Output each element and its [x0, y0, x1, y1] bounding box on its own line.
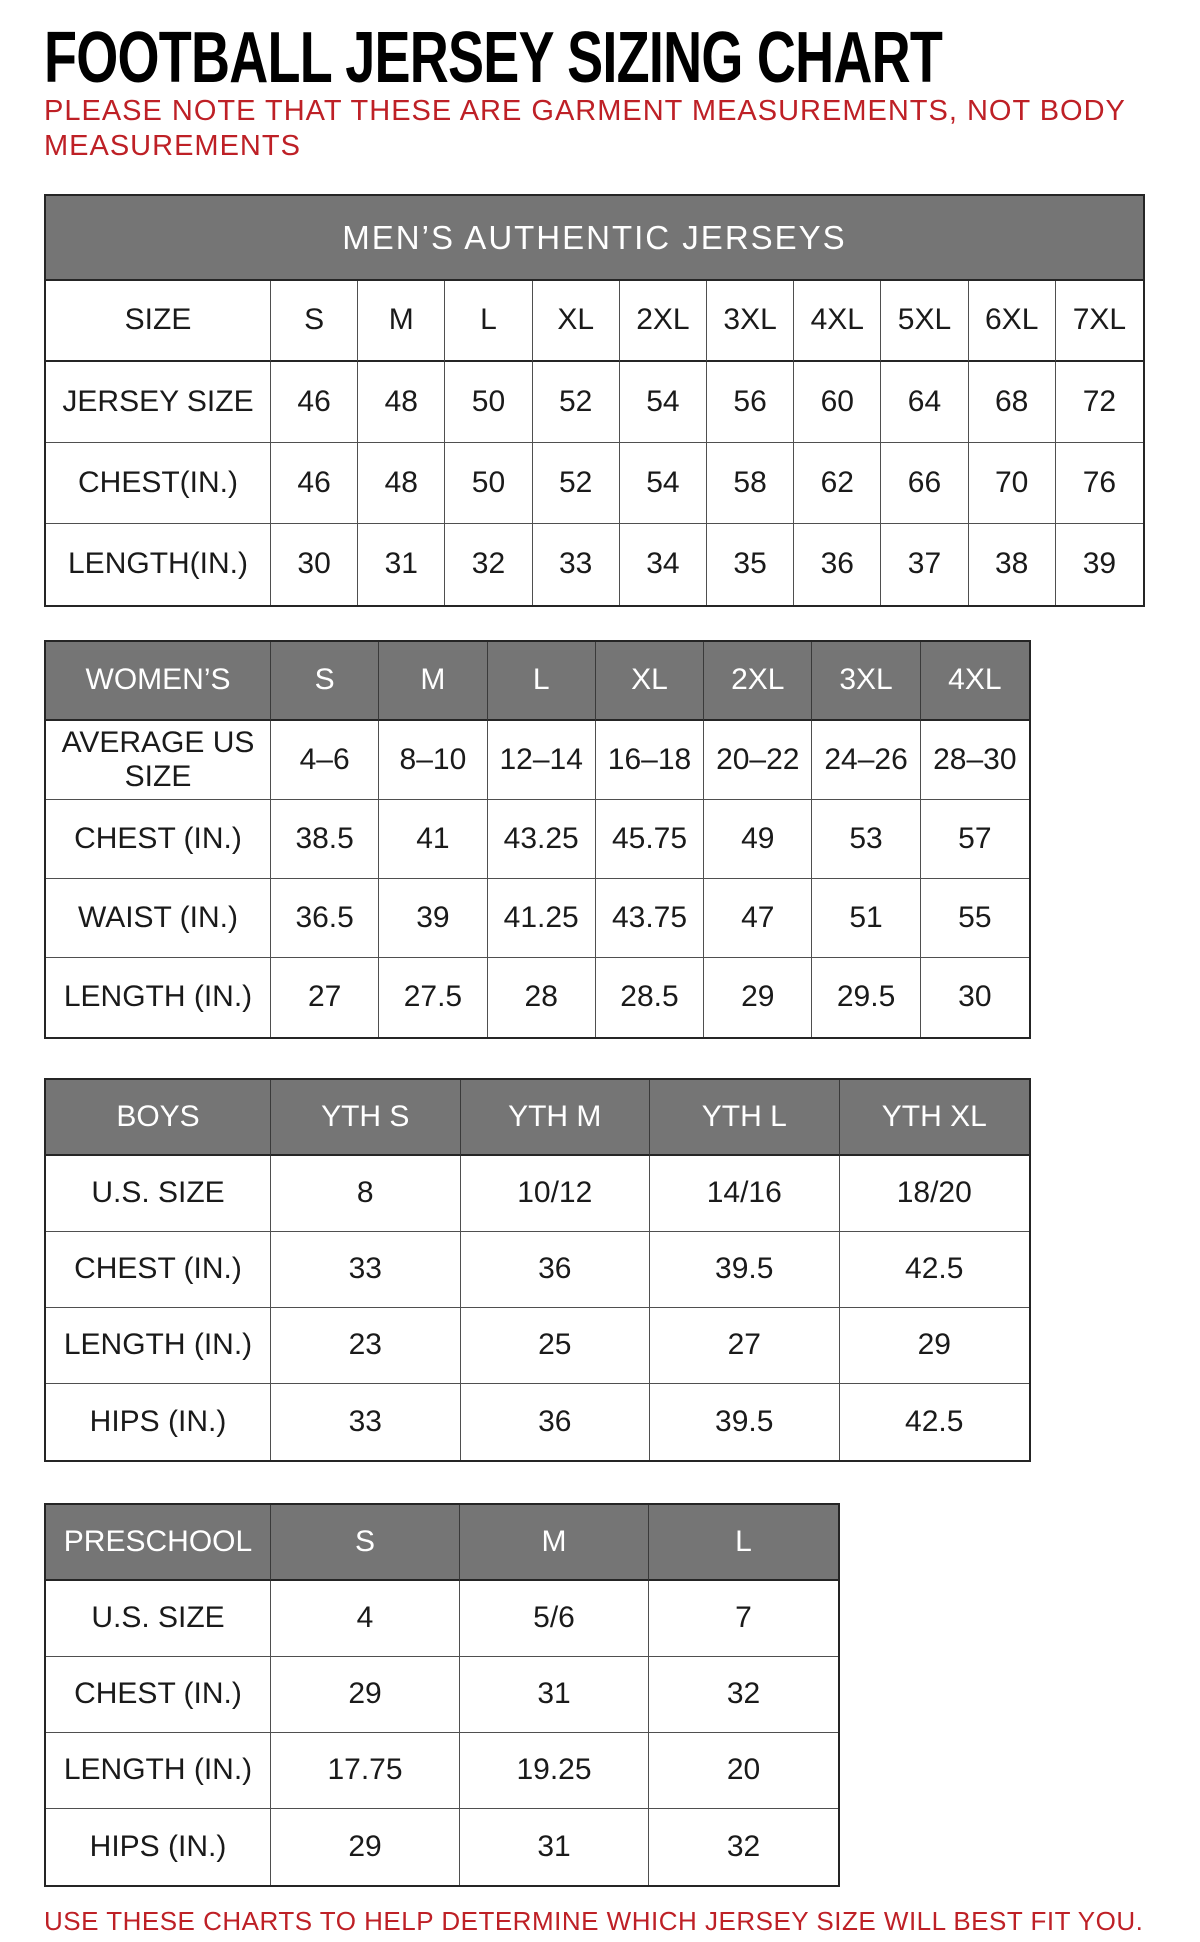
womens-value-cell: 29	[704, 958, 812, 1037]
mens-column-header: 6XL	[969, 281, 1056, 362]
boys-row-label: CHEST (IN.)	[46, 1232, 271, 1308]
boys-value-cell: 33	[271, 1232, 461, 1308]
womens-table	[44, 640, 1031, 1039]
womens-value-cell: 55	[921, 879, 1029, 958]
womens-value-cell: 29.5	[812, 958, 920, 1037]
boys-value-cell: 36	[461, 1384, 651, 1460]
womens-value-cell: 38.5	[271, 800, 379, 879]
womens-column-header: M	[379, 642, 487, 721]
womens-value-cell: 36.5	[271, 879, 379, 958]
mens-column-header: XL	[533, 281, 620, 362]
womens-column-header: L	[488, 642, 596, 721]
mens-row-label: CHEST(IN.)	[46, 443, 271, 524]
page-title: FOOTBALL JERSEY SIZING CHART	[44, 18, 943, 98]
boys-row-label: HIPS (IN.)	[46, 1384, 271, 1460]
preschool-row-label: U.S. SIZE	[46, 1581, 271, 1657]
womens-value-cell: 30	[958, 980, 992, 1014]
preschool-value-cell: 29	[271, 1809, 460, 1885]
boys-value-cell: 8	[271, 1156, 461, 1232]
boys-row-label: LENGTH (IN.)	[46, 1308, 271, 1384]
mens-column-header: 4XL	[794, 281, 881, 362]
boys-value-cell: 10/12	[461, 1156, 651, 1232]
preschool-row-label: LENGTH (IN.)	[46, 1733, 271, 1809]
womens-value-cell: 47	[704, 879, 812, 958]
womens-value-cell: 28–30	[921, 721, 1029, 800]
mens-value-cell: 48	[358, 443, 445, 524]
preschool-value-cell: 29	[271, 1657, 460, 1733]
mens-value-cell: 30	[271, 524, 358, 605]
preschool-value-cell: 4	[271, 1581, 460, 1657]
womens-value-cell: 24–26	[812, 721, 920, 800]
mens-row-label: LENGTH(IN.)	[46, 524, 271, 605]
boys-value-cell: 29	[840, 1308, 1030, 1384]
boys-value-cell: 18/20	[840, 1156, 1030, 1232]
womens-row-label: AVERAGE US SIZE	[46, 721, 271, 800]
boys-value-cell: 36	[461, 1232, 651, 1308]
mens-value-cell: 38	[969, 524, 1056, 605]
womens-value-cell: 43.75	[596, 879, 704, 958]
preschool-value-cell: 31	[460, 1809, 649, 1885]
womens-value-cell: 49	[704, 800, 812, 879]
mens-column-header: 5XL	[881, 281, 968, 362]
preschool-row-label: HIPS (IN.)	[46, 1809, 271, 1885]
preschool-column-header: M	[460, 1505, 649, 1581]
mens-value-cell: 32	[445, 524, 532, 605]
womens-value-cell: 27	[271, 958, 379, 1037]
boys-value-cell: 25	[461, 1308, 651, 1384]
boys-value-cell: 27	[650, 1308, 840, 1384]
womens-value-cell: 51	[812, 879, 920, 958]
womens-column-header: 3XL	[812, 642, 920, 721]
boys-column-header: YTH M	[461, 1080, 651, 1156]
mens-value-cell: 37	[881, 524, 968, 605]
mens-banner: MEN’S AUTHENTIC JERSEYS	[46, 196, 1143, 281]
womens-value-cell: 57	[921, 800, 1029, 879]
mens-value-cell: 54	[620, 362, 707, 443]
preschool-value-cell: 31	[460, 1657, 649, 1733]
mens-value-cell: 52	[533, 362, 620, 443]
womens-value-cell: 8–10	[379, 721, 487, 800]
preschool-table	[44, 1503, 840, 1887]
mens-value-cell: 48	[358, 362, 445, 443]
boys-column-header: YTH L	[650, 1080, 840, 1156]
boys-table	[44, 1078, 1031, 1462]
preschool-value-cell: 17.75	[271, 1733, 460, 1809]
boys-value-cell: 42.5	[905, 1404, 964, 1438]
boys-value-cell: 33	[271, 1384, 461, 1460]
womens-value-cell: 27.5	[379, 958, 487, 1037]
mens-column-header: 2XL	[620, 281, 707, 362]
womens-value-cell: 53	[812, 800, 920, 879]
garment-measurements-note: PLEASE NOTE THAT THESE ARE GARMENT MEASUREMENTS, NOT BODY MEASUREMENTS	[44, 95, 1126, 162]
womens-header-label: WOMEN’S	[46, 642, 271, 721]
mens-value-cell: 50	[445, 443, 532, 524]
mens-column-header: S	[271, 281, 358, 362]
mens-value-cell: 70	[969, 443, 1056, 524]
womens-row-label: WAIST (IN.)	[46, 879, 271, 958]
preschool-row-label: CHEST (IN.)	[46, 1657, 271, 1733]
womens-value-cell: 16–18	[596, 721, 704, 800]
mens-value-cell: 31	[358, 524, 445, 605]
fit-advice-note: USE THESE CHARTS TO HELP DETERMINE WHICH JERSEY SIZE WILL BEST FIT YOU.	[44, 1906, 1144, 1936]
preschool-column-header: L	[649, 1505, 838, 1581]
mens-value-cell: 34	[620, 524, 707, 605]
womens-row-label: LENGTH (IN.)	[46, 958, 271, 1037]
mens-value-cell: 58	[707, 443, 794, 524]
womens-value-cell: 41	[379, 800, 487, 879]
mens-value-cell: 39	[1082, 547, 1117, 581]
boys-value-cell: 14/16	[650, 1156, 840, 1232]
mens-value-cell: 76	[1056, 443, 1143, 524]
preschool-value-cell: 5/6	[460, 1581, 649, 1657]
boys-value-cell: 23	[271, 1308, 461, 1384]
womens-column-header: 2XL	[704, 642, 812, 721]
mens-value-cell: 54	[620, 443, 707, 524]
boys-value-cell: 39.5	[650, 1384, 840, 1460]
womens-value-cell: 45.75	[596, 800, 704, 879]
womens-value-cell: 28.5	[596, 958, 704, 1037]
mens-value-cell: 72	[1056, 362, 1143, 443]
womens-value-cell: 41.25	[488, 879, 596, 958]
womens-value-cell: 43.25	[488, 800, 596, 879]
mens-value-cell: 33	[533, 524, 620, 605]
boys-value-cell: 42.5	[840, 1232, 1030, 1308]
preschool-value-cell: 19.25	[460, 1733, 649, 1809]
womens-value-cell: 39	[379, 879, 487, 958]
mens-value-cell: 36	[794, 524, 881, 605]
preschool-value-cell: 20	[649, 1733, 838, 1809]
mens-header-label: SIZE	[46, 281, 271, 362]
mens-value-cell: 66	[881, 443, 968, 524]
mens-value-cell: 35	[707, 524, 794, 605]
mens-column-header: 3XL	[707, 281, 794, 362]
mens-value-cell: 52	[533, 443, 620, 524]
mens-value-cell: 62	[794, 443, 881, 524]
mens-value-cell: 46	[271, 362, 358, 443]
preschool-value-cell: 32	[726, 1829, 761, 1863]
womens-column-header: S	[271, 642, 379, 721]
preschool-value-cell: 32	[649, 1657, 838, 1733]
mens-value-cell: 46	[271, 443, 358, 524]
boys-value-cell: 39.5	[650, 1232, 840, 1308]
mens-value-cell: 50	[445, 362, 532, 443]
boys-column-header: YTH S	[271, 1080, 461, 1156]
mens-value-cell: 60	[794, 362, 881, 443]
mens-value-cell: 68	[969, 362, 1056, 443]
womens-row-label: CHEST (IN.)	[46, 800, 271, 879]
mens-value-cell: 56	[707, 362, 794, 443]
mens-row-label: JERSEY SIZE	[46, 362, 271, 443]
womens-column-header: 4XL	[921, 642, 1029, 721]
boys-column-header: YTH XL	[840, 1080, 1030, 1156]
preschool-column-header: S	[271, 1505, 460, 1581]
womens-value-cell: 12–14	[488, 721, 596, 800]
mens-column-header: 7XL	[1056, 281, 1143, 362]
womens-value-cell: 28	[488, 958, 596, 1037]
preschool-header-label: PRESCHOOL	[46, 1505, 271, 1581]
mens-column-header: L	[445, 281, 532, 362]
womens-value-cell: 4–6	[271, 721, 379, 800]
preschool-value-cell: 7	[649, 1581, 838, 1657]
womens-value-cell: 20–22	[704, 721, 812, 800]
mens-value-cell: 64	[881, 362, 968, 443]
boys-row-label: U.S. SIZE	[46, 1156, 271, 1232]
boys-header-label: BOYS	[46, 1080, 271, 1156]
mens-column-header: M	[358, 281, 445, 362]
womens-column-header: XL	[596, 642, 704, 721]
mens-table	[44, 194, 1145, 607]
